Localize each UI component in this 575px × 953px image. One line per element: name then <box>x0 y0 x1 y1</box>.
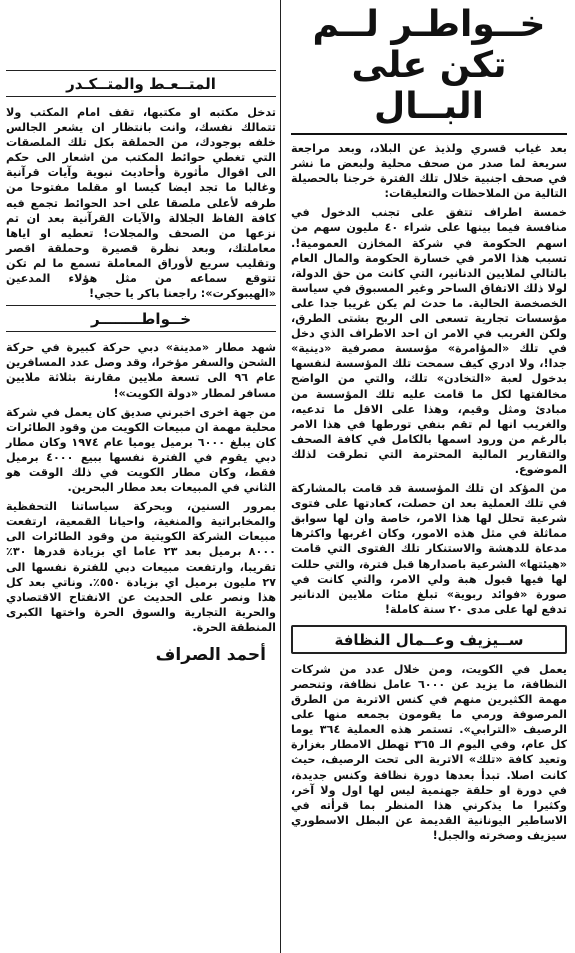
khawater-paragraph-3: بمرور السنين، وبحركة سياساتنا التحفظية والمخابراتية والمنغية، واحيانا القمعية، ارتفعت مبيعات الشركة الكويتية من وقود الطائرات الى ٨٠٠٠ برميل بعد ٢٣ عاما اي بزيادة قدرها ٣٠٪ تقريبا، وارتفعت مبيعات دبي للفترة نفسها الى ٢٧ مليون برميل اي بزيادة ٥٥٠٪. وناتي بعد كل هذا ونصر على الحديث عن الانفتاح الاقتصادي والحرية التجارية والسوق الحرة واختها الكبرى المنطقة الحرة. <box>6 500 277 634</box>
author-byline: أحمد الصراف <box>155 645 266 665</box>
right-column <box>285 0 575 847</box>
main-paragraph-2: خمسة اطراف تتفق على تجنب الدخول في منافسة فيما بينها على شراء ٤٠ مليون سهم من اسهم الحكومة في شركة المخازن العمومية!. تسبب هذا الامر في خسارة الحكومة والمال العام بالتالي لملايين الدنانير، التي كانت من حق الدولة، لولا ذلك الاتفاق الساحر وغير المسبوق في سياسة الخصخصة الحالية. ما حدث لم يكن غريبا جدا على مؤسسات تجارية تسعى الى الربح بشتى الطرق، ولكن الغريب في الامر ان احد الاطراف الذي دخل في تلك «المؤامرة» مؤسسة مصرفية «دينية» جدا!، ولا ادري كيف سمحت تلك المؤسسة لنفسها بدخول لعبة «التخادن» تلك، والتي من الواضح مخالفتها لكل ما قامت عليه تلك المؤسسة من مبادئ ومثل وقيم، وهذا على الاقل ما تدعيه، والغريب انها لم تقم بنفي تورطها في هذا الامر بالرغم من ورود اسمها بالكامل في كافة الصحف والتقارير المالية المحترمة التي تطرقت لذلك الموضوع. <box>291 206 567 476</box>
main-paragraph-1: بعد غياب قسري ولذيذ عن البلاد، وبعد مراجعة سريعة لما صدر من صحف محلية ولبعض ما نشر في صحف اجنبية خلال تلك الفترة خرجنا بالحصيلة التالية من الملاحظات والتعليقات: <box>291 142 567 201</box>
mutanatti-heading: المتــعـط والمتــكـدر <box>6 70 276 97</box>
khawater-paragraph-1: شهد مطار «مدينة» دبي حركة كبيرة في حركة الشحن والسفر مؤخرا، وقد وصل عدد المسافرين عام ٩٦ الى تسعة ملايين مقارنة بثلاثة ملايين مسافر لمطار «دولة الكويت»! <box>6 341 277 400</box>
sisyphus-article-body <box>291 662 567 843</box>
main-article-body <box>291 141 567 617</box>
left-column <box>0 0 281 953</box>
mutanatti-paragraph-1: تدخل مكتبه او مكتبها، تقف امام المكتب ولا تتمالك نفسك، وانت بانتظار ان يشعر الجالس خلفه بوجودك، من الحملقة بكل تلك الملصقات التي تغطي حوائط المكتب من اشعار الى حكم الى اقوال مأثورة وأحاديث نبوية وآيات قرآنية وغالبا ما تجد ايضا كيسا او مقلما مفتوحا من طرفه لأعلى ملصقا على احد الحوائط تجمع فيه كافة الفاظ الجلالة والآيات القرآنية بعد ان تم نزعها من الصحف والمجلات! تعطيه او اياها معاملتك، وبعد نظرة قصيرة وحملقة اقصر وتقليب سريع لأوراق المعاملة تسمع ما لم تكن تتوقع سماعه من مثل هؤلاء المدعين «الهيبوكرت»: راجعنا باكر يا حجي! <box>6 106 276 301</box>
khawater-article-body <box>6 340 276 635</box>
main-title-line-1: خــواطـر لــم <box>312 4 546 45</box>
khawater-heading: خــواطــــــــر <box>6 305 276 332</box>
title-rule <box>291 133 567 135</box>
mutanatti-article-body <box>6 105 276 301</box>
main-article-title <box>291 4 567 127</box>
main-title-line-2: تكن على البــال <box>351 45 507 127</box>
main-paragraph-3: من المؤكد ان تلك المؤسسة قد قامت بالمشاركة في تلك العملية بعد ان حصلت، كعادتها على فتوى شرعية تحلل لها هذا الامر، خاصة وان لها سوابق مماثلة في مثل هذه الامور، وكان اغربها واكثرها مدعاة للدهشة والاستنكار تلك الفتوى التي قامت «هيئتها» الشرعية باصدارها قبل فترة، والتي حللت لها فيها قبول هبة ولي الامر، والتي كانت في صورة «فوائد ربوية» تبلغ مئات ملايين الدنانير تدفع لها على مدى ٢٠ سنة كاملة! <box>291 482 567 616</box>
khawater-paragraph-2: من جهة اخرى اخبرني صديق كان يعمل في شركة محلية مهمة ان مبيعات الكويت من وقود الطائرات كان يبلغ ٦٠٠٠ برميل يوميا عام ١٩٧٤ وكان مطار دبي يقوم في الفترة نفسها ببيع ٤٠٠٠ برميل فقط، وكان مطار الكويت في ذلك الوقت هو الثاني في المبيعات بعد مطار البحرين. <box>6 405 277 495</box>
sisyphus-heading: ســيزيف وعــمال النظافة <box>291 625 567 654</box>
sisyphus-paragraph-1: يعمل في الكويت، ومن خلال عدد من شركات النظافة، ما يزيد عن ٦٠٠٠ عامل نظافة، وتنحصر مهمة الكثيرين منهم في كنس الاتربة من الطرق المرصوفة ورمي ما يقومون بجمعه منها على الرصيف «الترابي». تستمر هذه العملية ٣٦٤ يوما كل عام، وفي اليوم الـ ٣٦٥ تهطل الامطار بغزارة وتعيد كافة «تلك» الاتربة الى تحت الرصيف، حيث كانت اصلا. تبدأ بعدها دورة نظافة وكنس جديدة، في دورة او حلقة جهنمية ليس لها اول ولا آخر، وكثيرا ما يذكرني هذا المنظر بما قرأته في الاساطير اليونانية القديمة عن البطل الاسطوري سيزيف وصخرته والجبل! <box>291 662 567 842</box>
